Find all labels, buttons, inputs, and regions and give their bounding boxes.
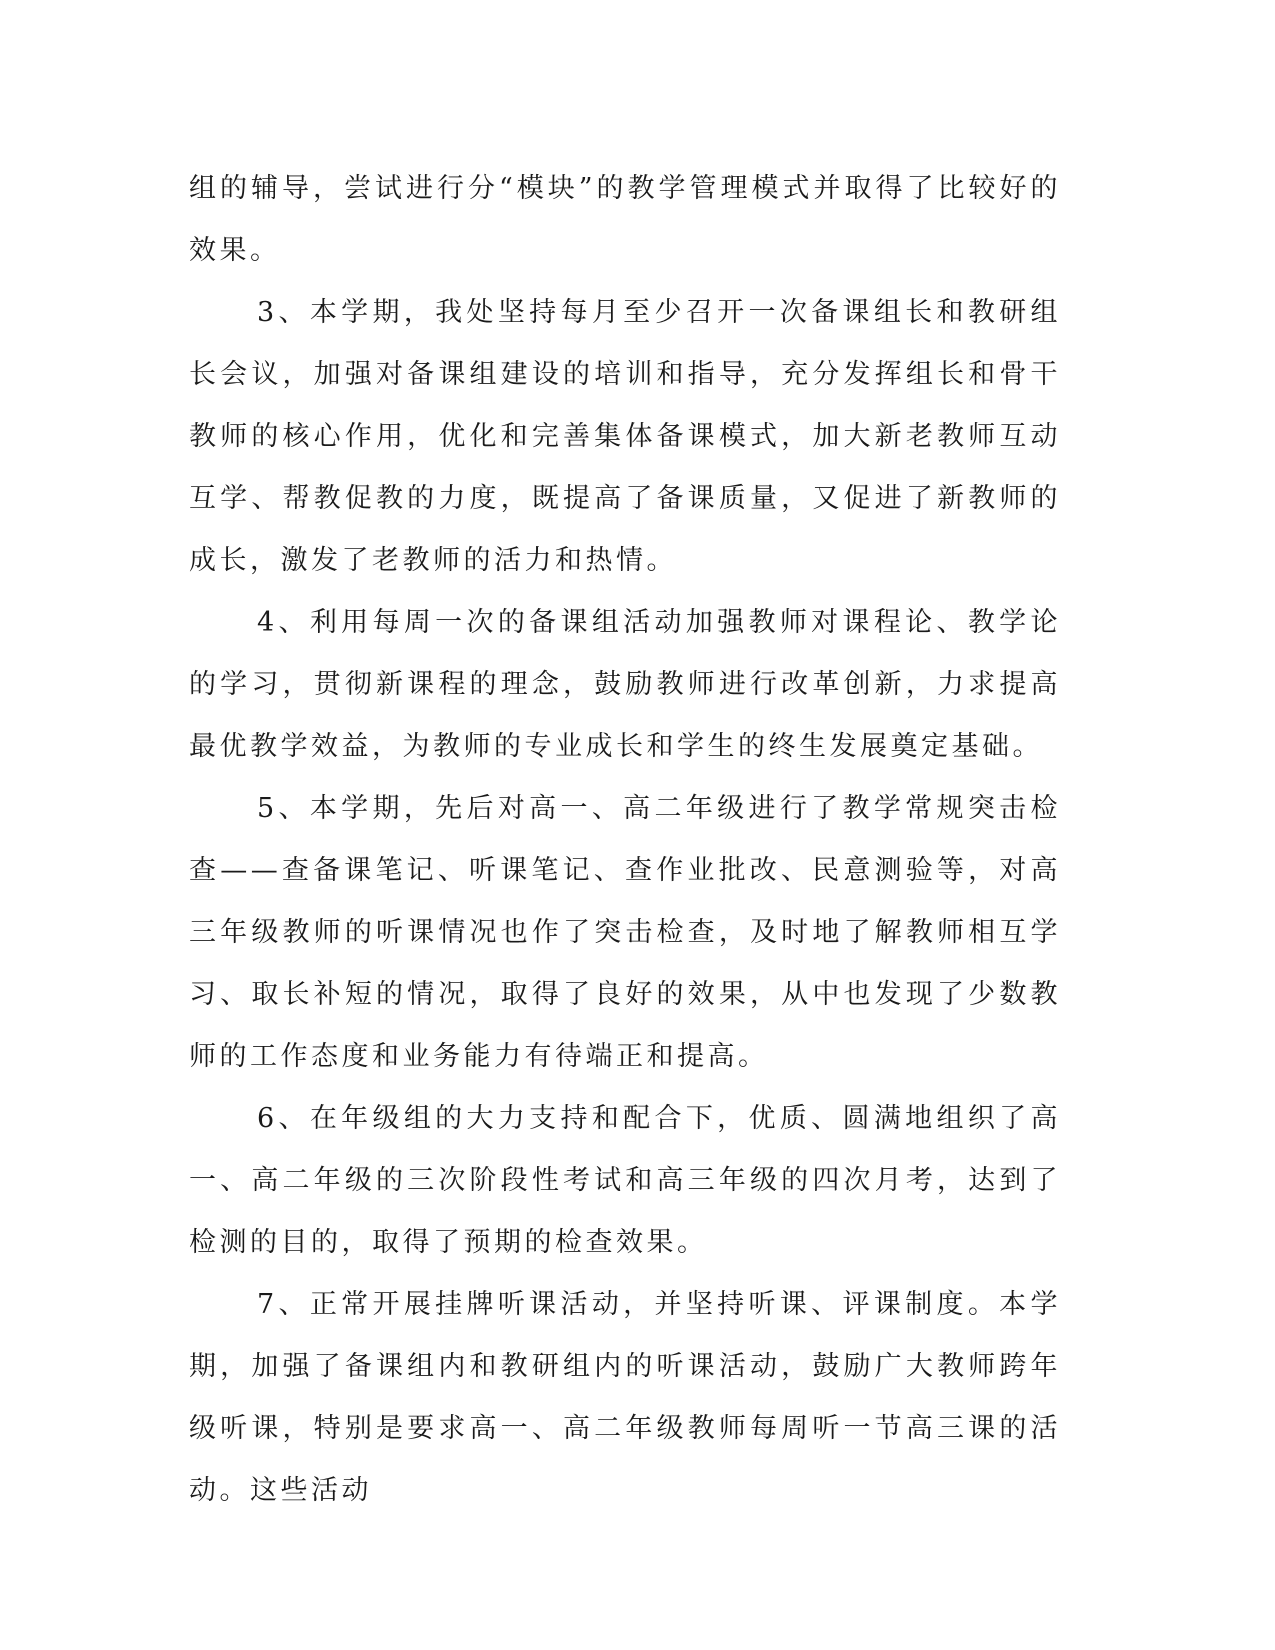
paragraph-item-5: 5、本学期，先后对高一、高二年级进行了教学常规突击检查——查备课笔记、听课笔记、查作业批改、民意测验等，对高三年级教师的听课情况也作了突击检查，及时地了解教师相互学习、取长补短的情况，取得了良好的效果，从中也发现了少数教师的工作态度和业务能力有待端正和提高。	[189, 793, 1061, 1072]
paragraph-item-6: 6、在年级组的大力支持和配合下，优质、圆满地组织了高一、高二年级的三次阶段性考试和高三年级的四次月考，达到了检测的目的，取得了预期的检查效果。	[189, 1103, 1061, 1258]
paragraph-item-7: 7、正常开展挂牌听课活动，并坚持听课、评课制度。本学期，加强了备课组内和教研组内的听课活动，鼓励广大教师跨年级听课，特别是要求高一、高二年级教师每周听一节高三课的活动。这些活动	[189, 1289, 1061, 1506]
document-body	[189, 158, 1061, 1522]
paragraph-module-management: 组的辅导，尝试进行分“模块”的教学管理模式并取得了比较好的效果。	[189, 173, 1061, 266]
paragraph-item-3: 3、本学期，我处坚持每月至少召开一次备课组长和教研组长会议，加强对备课组建设的培训和指导，充分发挥组长和骨干教师的核心作用，优化和完善集体备课模式，加大新老教师互动互学、帮教促教的力度，既提高了备课质量，又促进了新教师的成长，激发了老教师的活力和热情。	[189, 297, 1061, 576]
paragraph-item-4: 4、利用每周一次的备课组活动加强教师对课程论、教学论的学习，贯彻新课程的理念，鼓励教师进行改革创新，力求提高最优教学效益，为教师的专业成长和学生的终生发展奠定基础。	[189, 607, 1061, 762]
